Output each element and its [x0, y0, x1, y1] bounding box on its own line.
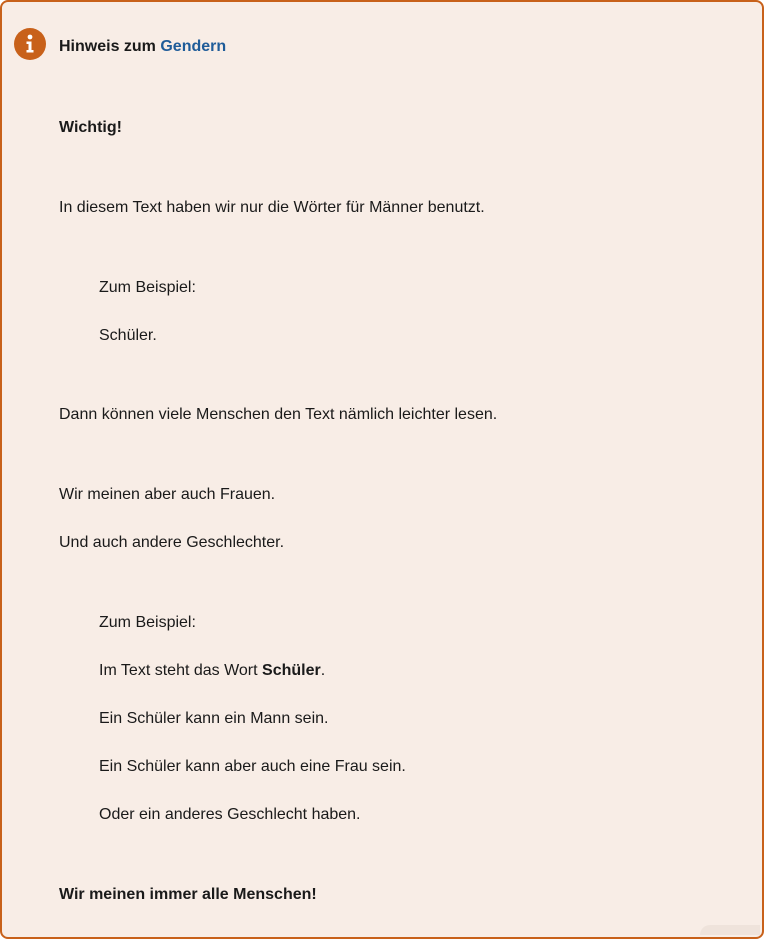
info-icon-glyph	[14, 28, 46, 60]
paragraph-easier-reading: Dann können viele Menschen den Text nämlich leichter lesen.	[59, 406, 498, 423]
important-heading: Wichtig!	[59, 119, 122, 136]
example-2-line-word-prefix: Im Text steht das Wort	[99, 662, 263, 679]
scroll-corner	[700, 925, 760, 935]
paragraph-male-words: In diesem Text haben wir nur die Wörter für Männer benutzt.	[59, 199, 485, 216]
paragraph-other-genders: Und auch andere Geschlechter.	[59, 534, 285, 551]
example-2-line-word	[99, 661, 325, 681]
notice-title	[59, 37, 226, 57]
example-2-line-word-suffix: .	[320, 662, 326, 679]
example-2-line-woman: Ein Schüler kann aber auch eine Frau sein.	[99, 758, 406, 775]
paragraph-women: Wir meinen aber auch Frauen.	[59, 486, 276, 503]
example-1-word: Schüler.	[99, 327, 157, 344]
info-icon	[14, 28, 46, 60]
example-2-line-other: Oder ein anderes Geschlecht haben.	[99, 806, 361, 823]
example-2-intro: Zum Beispiel:	[99, 614, 196, 631]
example-2-line-man: Ein Schüler kann ein Mann sein.	[99, 710, 329, 727]
example-1-intro: Zum Beispiel:	[99, 279, 196, 296]
closing-statement: Wir meinen immer alle Menschen!	[59, 886, 317, 903]
notice-title-prefix: Hinweis zum	[59, 38, 161, 55]
gendern-link[interactable]: Gendern	[160, 38, 227, 55]
example-2-bold-word: Schüler	[262, 662, 321, 679]
